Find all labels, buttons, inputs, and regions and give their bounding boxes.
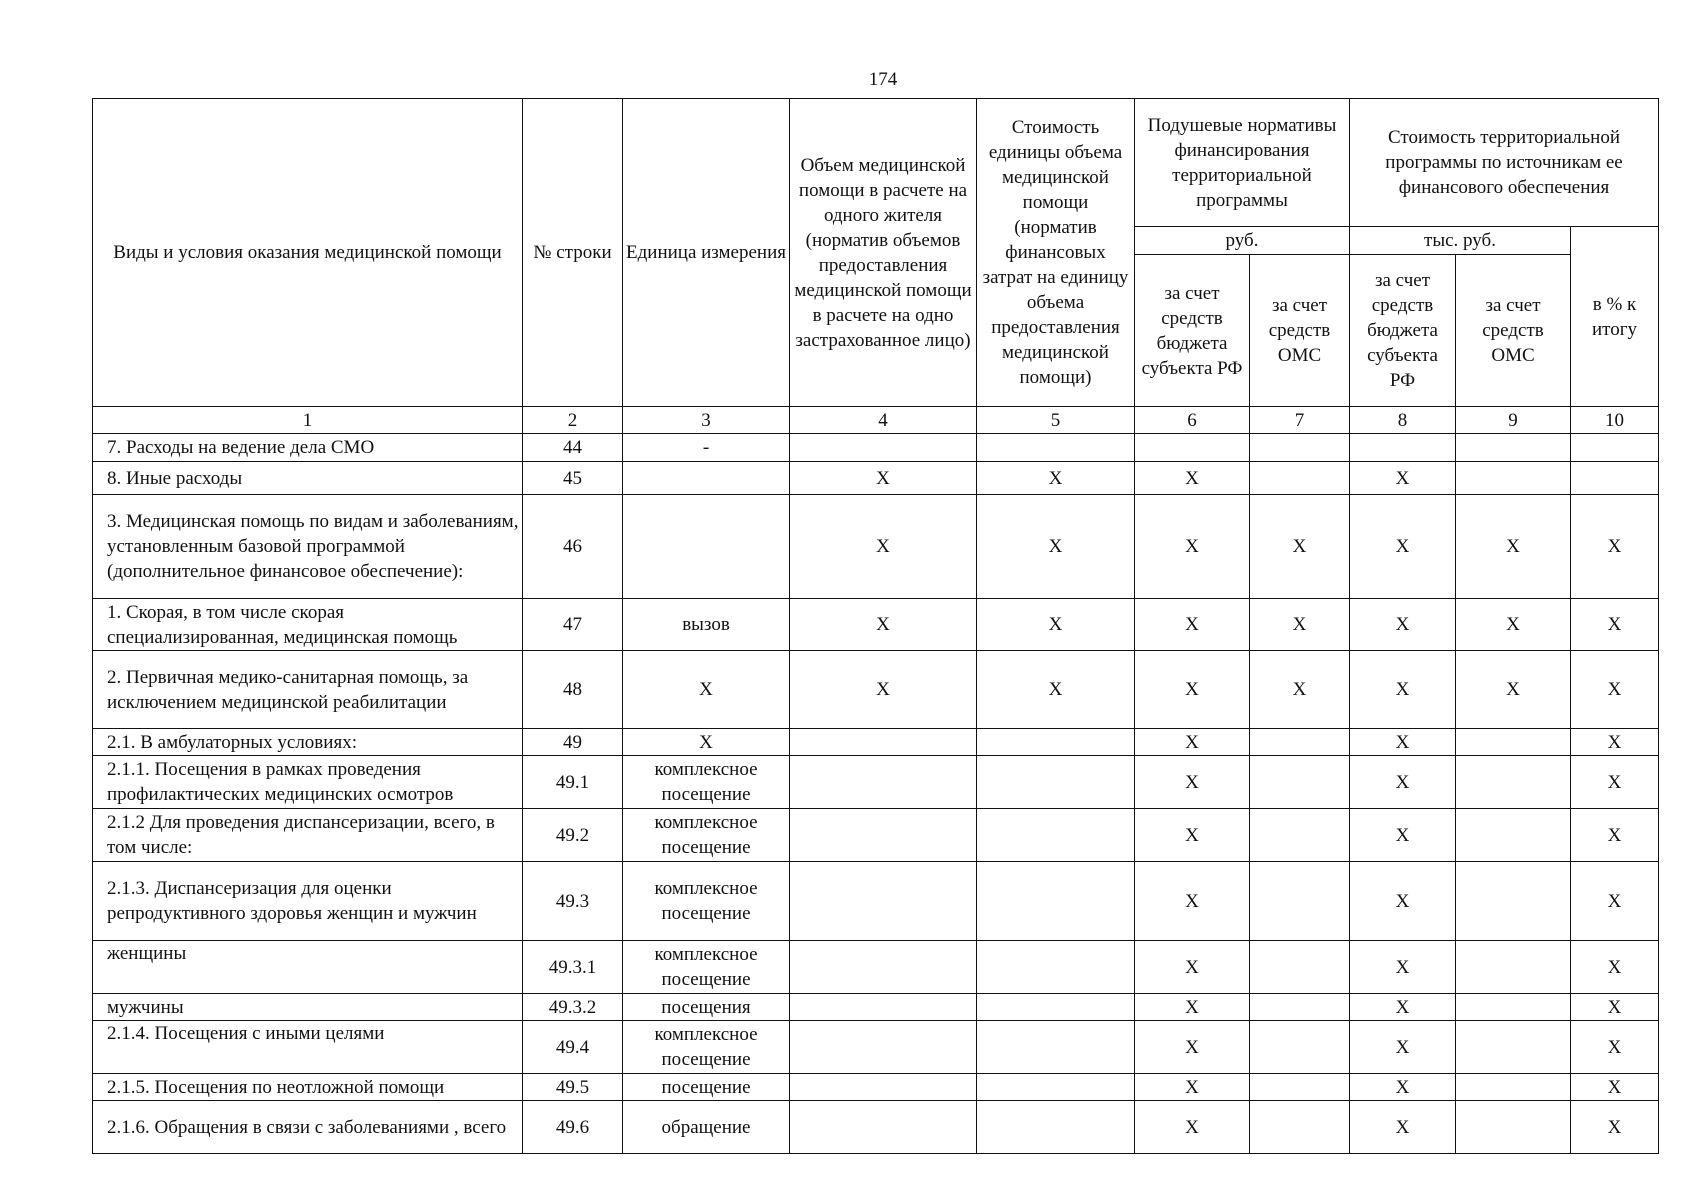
cell-cost [977, 1101, 1135, 1154]
cell-percent [1571, 434, 1659, 462]
table-row [93, 1021, 1659, 1074]
header-oms-thousand: за счет средств ОМС [1456, 255, 1571, 407]
cell-oms-thousand [1456, 1021, 1571, 1074]
cell-percent: X [1571, 994, 1659, 1021]
cell-oms-rub [1250, 756, 1350, 809]
cell-budget-rub: X [1135, 809, 1250, 862]
row-unit: X [623, 651, 790, 729]
table-row [93, 462, 1659, 495]
row-unit [623, 495, 790, 599]
table-body [93, 434, 1659, 1154]
cell-oms-thousand [1456, 1101, 1571, 1154]
row-unit: - [623, 434, 790, 462]
table-row [93, 862, 1659, 941]
cell-cost [977, 941, 1135, 994]
cell-cost: X [977, 651, 1135, 729]
cell-volume [790, 809, 977, 862]
cell-oms-rub [1250, 434, 1350, 462]
cell-oms-rub: X [1250, 651, 1350, 729]
cell-budget-thousand [1350, 434, 1456, 462]
cell-budget-rub: X [1135, 651, 1250, 729]
row-name: 7. Расходы на ведение дела СМО [93, 434, 523, 462]
cell-oms-rub [1250, 941, 1350, 994]
header-row-number: № строки [523, 99, 623, 407]
cell-budget-thousand: X [1350, 941, 1456, 994]
cell-oms-thousand [1456, 862, 1571, 941]
table-row [93, 651, 1659, 729]
cell-budget-rub: X [1135, 941, 1250, 994]
cell-oms-thousand [1456, 756, 1571, 809]
row-name: 1. Скорая, в том числе скорая специализированная, медицинская помощь [93, 599, 523, 651]
cell-oms-thousand [1456, 729, 1571, 756]
table-row [93, 756, 1659, 809]
row-name: 2.1.3. Диспансеризация для оценки репродуктивного здоровья женщин и мужчин [93, 862, 523, 941]
row-name: 2.1.4. Посещения с иными целями [93, 1021, 523, 1074]
cell-oms-rub [1250, 1021, 1350, 1074]
cell-oms-thousand: X [1456, 651, 1571, 729]
cell-oms-rub: X [1250, 495, 1350, 599]
cell-budget-rub [1135, 434, 1250, 462]
cell-percent: X [1571, 862, 1659, 941]
cell-budget-rub: X [1135, 1074, 1250, 1101]
column-number: 4 [790, 407, 977, 434]
column-number: 5 [977, 407, 1135, 434]
cell-budget-thousand: X [1350, 1074, 1456, 1101]
row-name: 2.1.6. Обращения в связи с заболеваниями , всего [93, 1101, 523, 1154]
cell-budget-rub: X [1135, 994, 1250, 1021]
cell-cost [977, 994, 1135, 1021]
cell-oms-rub [1250, 862, 1350, 941]
cell-cost: X [977, 599, 1135, 651]
column-number: 9 [1456, 407, 1571, 434]
cell-budget-thousand: X [1350, 994, 1456, 1021]
row-unit: посещения [623, 994, 790, 1021]
table-row [93, 599, 1659, 651]
cell-percent: X [1571, 941, 1659, 994]
cell-oms-thousand [1456, 941, 1571, 994]
cell-percent: X [1571, 1074, 1659, 1101]
row-name: 3. Медицинская помощь по видам и заболеваниям, установленным базовой программой (дополнительное финансовое обеспечение): [93, 495, 523, 599]
cell-budget-thousand: X [1350, 599, 1456, 651]
table-row [93, 434, 1659, 462]
cell-oms-thousand [1456, 994, 1571, 1021]
cell-budget-rub: X [1135, 862, 1250, 941]
cell-volume [790, 1074, 977, 1101]
header-budget-rub: за счет средств бюджета субъекта РФ [1135, 255, 1250, 407]
row-number: 49.3 [523, 862, 623, 941]
cell-budget-thousand: X [1350, 1021, 1456, 1074]
cell-cost [977, 729, 1135, 756]
cell-percent: X [1571, 729, 1659, 756]
cell-budget-rub: X [1135, 462, 1250, 495]
cell-budget-rub: X [1135, 495, 1250, 599]
row-unit: X [623, 729, 790, 756]
header-kind: Виды и условия оказания медицинской помощи [93, 99, 523, 407]
cell-budget-thousand: X [1350, 809, 1456, 862]
cell-oms-rub: X [1250, 599, 1350, 651]
table-row [93, 495, 1659, 599]
cell-budget-rub: X [1135, 1101, 1250, 1154]
cell-budget-thousand: X [1350, 1101, 1456, 1154]
cell-cost [977, 862, 1135, 941]
cell-budget-thousand: X [1350, 756, 1456, 809]
cell-budget-rub: X [1135, 756, 1250, 809]
header-cost: Стоимость единицы объема медицинской помощи (норматив финансовых затрат на единицу объема предоставления медицинской помощи) [977, 99, 1135, 407]
cell-percent: X [1571, 495, 1659, 599]
cell-volume [790, 1101, 977, 1154]
row-unit: комплексное посещение [623, 809, 790, 862]
header-per-capita: Подушевые нормативы финансирования территориальной программы [1135, 99, 1350, 227]
cell-volume: X [790, 495, 977, 599]
cell-budget-rub: X [1135, 729, 1250, 756]
table-row [93, 994, 1659, 1021]
cell-volume [790, 941, 977, 994]
row-number: 44 [523, 434, 623, 462]
column-number: 6 [1135, 407, 1250, 434]
row-number: 49.5 [523, 1074, 623, 1101]
cell-cost [977, 1021, 1135, 1074]
cell-budget-thousand: X [1350, 651, 1456, 729]
cell-oms-rub [1250, 1101, 1350, 1154]
cell-budget-thousand: X [1350, 729, 1456, 756]
cell-percent: X [1571, 809, 1659, 862]
header-percent: в % к итогу [1571, 227, 1659, 407]
table-row [93, 941, 1659, 994]
row-unit: комплексное посещение [623, 941, 790, 994]
cell-volume [790, 994, 977, 1021]
cell-budget-thousand: X [1350, 495, 1456, 599]
cell-percent: X [1571, 1101, 1659, 1154]
cell-budget-thousand: X [1350, 862, 1456, 941]
cell-volume: X [790, 599, 977, 651]
table-row [93, 1101, 1659, 1154]
cell-oms-rub [1250, 809, 1350, 862]
cell-volume [790, 862, 977, 941]
cell-volume [790, 1021, 977, 1074]
column-number: 3 [623, 407, 790, 434]
cell-percent: X [1571, 651, 1659, 729]
row-name: 2.1. В амбулаторных условиях: [93, 729, 523, 756]
row-number: 49 [523, 729, 623, 756]
cell-cost [977, 809, 1135, 862]
column-number: 7 [1250, 407, 1350, 434]
cell-oms-thousand [1456, 809, 1571, 862]
column-number: 2 [523, 407, 623, 434]
table-row [93, 809, 1659, 862]
row-number: 49.4 [523, 1021, 623, 1074]
row-number: 45 [523, 462, 623, 495]
header-program-cost: Стоимость территориальной программы по источникам ее финансового обеспечения [1350, 99, 1659, 227]
table-row [93, 1074, 1659, 1101]
column-number: 1 [93, 407, 523, 434]
cell-percent: X [1571, 1021, 1659, 1074]
row-number: 49.3.2 [523, 994, 623, 1021]
cell-oms-rub [1250, 729, 1350, 756]
cell-volume [790, 729, 977, 756]
row-number: 48 [523, 651, 623, 729]
cell-volume [790, 434, 977, 462]
cell-percent: X [1571, 599, 1659, 651]
cell-oms-thousand [1456, 462, 1571, 495]
cell-budget-thousand: X [1350, 462, 1456, 495]
column-number-row [93, 407, 1659, 434]
cell-volume: X [790, 651, 977, 729]
row-name: 2.1.2 Для проведения диспансеризации, всего, в том числе: [93, 809, 523, 862]
cell-cost: X [977, 462, 1135, 495]
header-unit-thousand-rub: тыс. руб. [1350, 227, 1571, 255]
cell-cost [977, 756, 1135, 809]
cell-percent: X [1571, 756, 1659, 809]
row-unit: посещение [623, 1074, 790, 1101]
row-unit: обращение [623, 1101, 790, 1154]
row-name: 2.1.5. Посещения по неотложной помощи [93, 1074, 523, 1101]
header-oms-rub: за счет средств ОМС [1250, 255, 1350, 407]
table-header [93, 99, 1659, 434]
header-unit-rub: руб. [1135, 227, 1350, 255]
row-unit: комплексное посещение [623, 1021, 790, 1074]
cell-cost [977, 434, 1135, 462]
cell-oms-thousand: X [1456, 495, 1571, 599]
row-number: 49.6 [523, 1101, 623, 1154]
row-name: 2. Первичная медико-санитарная помощь, за исключением медицинской реабилитации [93, 651, 523, 729]
row-number: 46 [523, 495, 623, 599]
financing-table [92, 98, 1659, 1154]
row-number: 47 [523, 599, 623, 651]
row-number: 49.3.1 [523, 941, 623, 994]
row-unit: комплексное посещение [623, 862, 790, 941]
row-name: 8. Иные расходы [93, 462, 523, 495]
row-unit: вызов [623, 599, 790, 651]
row-name: мужчины [93, 994, 523, 1021]
cell-oms-thousand [1456, 1074, 1571, 1101]
cell-volume [790, 756, 977, 809]
header-budget-thousand: за счет средств бюджета субъекта РФ [1350, 255, 1456, 407]
row-unit: комплексное посещение [623, 756, 790, 809]
cell-oms-thousand [1456, 434, 1571, 462]
cell-volume: X [790, 462, 977, 495]
row-unit [623, 462, 790, 495]
cell-oms-rub [1250, 994, 1350, 1021]
cell-oms-thousand: X [1456, 599, 1571, 651]
column-number: 8 [1350, 407, 1456, 434]
row-number: 49.2 [523, 809, 623, 862]
column-number: 10 [1571, 407, 1659, 434]
row-name: женщины [93, 941, 523, 994]
cell-cost [977, 1074, 1135, 1101]
row-number: 49.1 [523, 756, 623, 809]
row-name: 2.1.1. Посещения в рамках проведения профилактических медицинских осмотров [93, 756, 523, 809]
cell-oms-rub [1250, 462, 1350, 495]
cell-budget-rub: X [1135, 1021, 1250, 1074]
header-unit: Единица измерения [623, 99, 790, 407]
table-row [93, 729, 1659, 756]
cell-budget-rub: X [1135, 599, 1250, 651]
page-number: 174 [868, 69, 898, 90]
cell-cost: X [977, 495, 1135, 599]
cell-percent [1571, 462, 1659, 495]
cell-oms-rub [1250, 1074, 1350, 1101]
header-volume: Объем медицинской помощи в расчете на одного жителя (норматив объемов предоставления медицинской помощи в расчете на одно застрахованное лицо) [790, 99, 977, 407]
